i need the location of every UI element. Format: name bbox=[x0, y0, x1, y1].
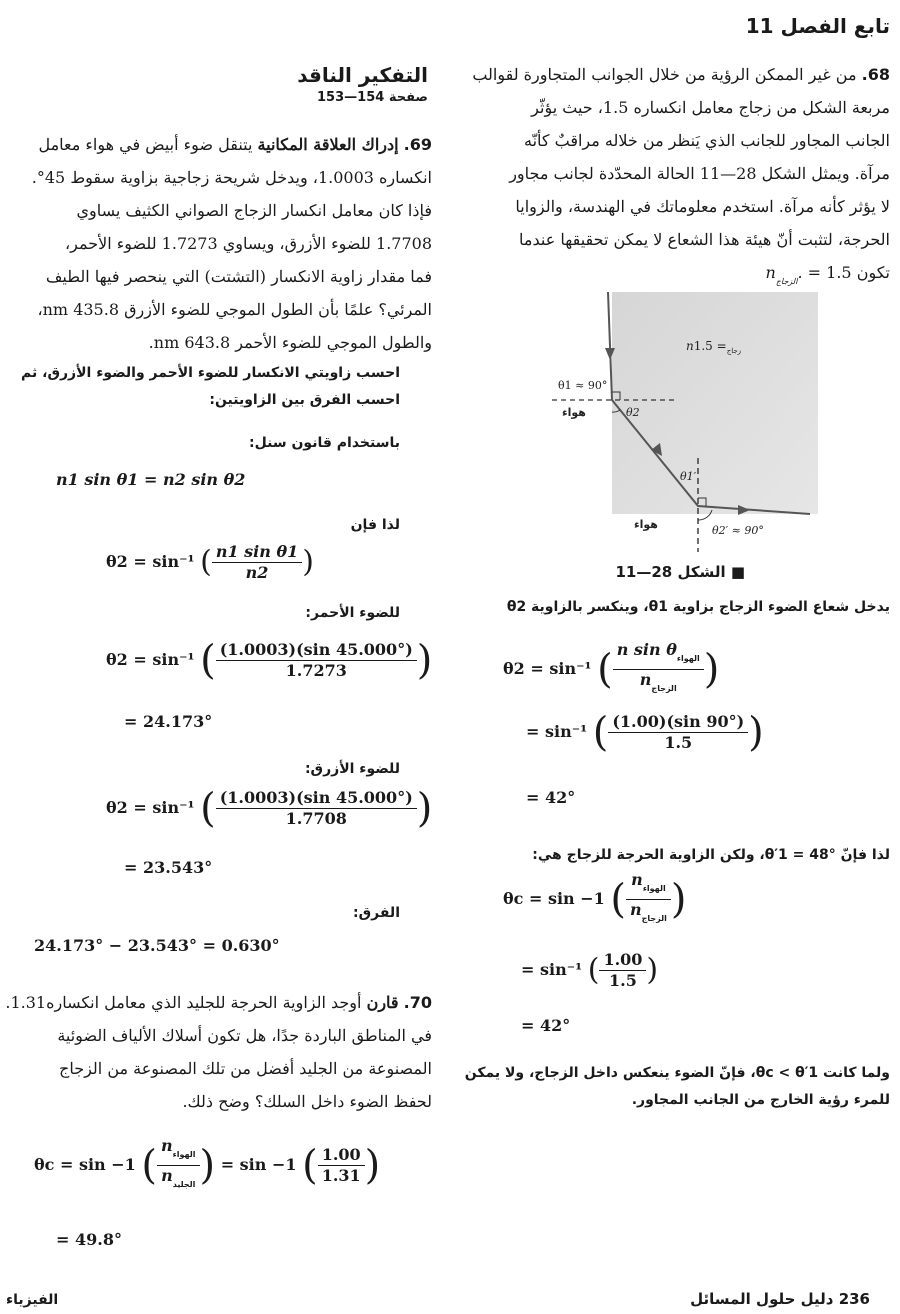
problem-70-text: 70. قارن أوجد الزاوية الحرجة للجليد الذي معامل انكساره1.31. في المناطق الباردة جدًا، هل تكون أسلاك الألياف الضوئية المصنوعة من الجليد أفضل من تلك المصنوعة من الزجاج لحفظ الضوء داخل السلك؟ وضح ذلك. bbox=[5, 993, 432, 1111]
footer-subject: الفيزياء bbox=[6, 1292, 59, 1308]
theta2-prime-label: θ2′ ≈ 90° bbox=[712, 524, 764, 537]
blue-result: = 23.543° bbox=[124, 858, 213, 877]
eq-68-critical-3: = 42° bbox=[521, 1016, 571, 1035]
red-result: = 24.173° bbox=[124, 712, 213, 731]
eq-68-2: = sin⁻¹ ( $\frac{(1.00)(\sin 90^\circ)}{1.5}$ ) bbox=[526, 709, 764, 756]
figure-28-11 bbox=[548, 288, 818, 556]
theta1-label: θ1 ≈ 90° bbox=[558, 379, 608, 392]
eq-68-3: = 42° bbox=[526, 788, 576, 807]
blue-equation: θ2 = sin⁻¹ ( $\frac{(1.0003)(\sin 45.000^\circ)}{1.7708}$ ) bbox=[106, 785, 433, 832]
difference-label: الفرق: bbox=[353, 905, 400, 921]
problem-68-line-2: مربعة الشكل من زجاج معامل انكساره 1.5، حيث يؤثّر bbox=[531, 98, 890, 117]
snell-equation: n1 sin θ1 = n2 sin θ2 bbox=[56, 470, 246, 489]
problem-69-task-2: احسب الفرق بين الزاويتين: bbox=[209, 392, 400, 408]
blue-light-label: للضوء الأزرق: bbox=[304, 761, 400, 777]
ice-critical-result: = 49.8° bbox=[56, 1230, 122, 1249]
problem-68-conclusion-1: ولما كانت θc < θ′1، فإنّ الضوء ينعكس داخل الزجاج، ولا يمكن bbox=[464, 1065, 890, 1081]
problem-68-conclusion-2: للمرء رؤية الخارج من الجانب المجاور. bbox=[631, 1092, 890, 1108]
footer-page-number: 236 دليل حلول المسائل bbox=[690, 1290, 870, 1308]
problem-68-intro: يدخل شعاع الضوء الزجاج بزاوية θ1، وينكسر بالزاوية θ2 bbox=[506, 599, 890, 615]
chapter-header: تابع الفصل 11 bbox=[745, 14, 890, 38]
snell-label: باستخدام قانون سنل: bbox=[249, 435, 400, 451]
eq-68-1: θ2 = sin⁻¹ ( $\frac{n \sin \theta_{الهواء}}{n_{الزجاج}}$ ) bbox=[503, 640, 720, 693]
critical-thinking-title: التفكير الناقد bbox=[297, 63, 428, 87]
problem-68-line-3: الجانب المجاور للجانب الذي يَنظر من خلاله مراقبٌ كأنّه bbox=[524, 131, 890, 150]
figure-caption: ■ الشكل 28—11 bbox=[615, 563, 745, 581]
theta2-label: θ2 bbox=[626, 406, 640, 419]
problem-68-line-1: 68. من غير الممكن الرؤية من خلال الجوانب المتجاورة لقوالب bbox=[472, 65, 890, 84]
difference-equation: 24.173° − 23.543° = 0.630° bbox=[34, 936, 280, 955]
problem-69-text: 69. إدراك العلاقة المكانية يتنقل ضوء أبيض في هواء معامل انكساره 1.0003، ويدخل شريحة زجاجية بزاوية سقوط 45°. فإذا كان معامل انكسار الزجاج الصواني الكثيف يساوي 1.7708 للضوء الأزرق، ويساوي 1.7273 للضوء الأحمر، فما مقدار زاوية الانكسار (التشتت) التي ينحصر فيها الطيف المرئي؟ علمًا بأن الطول الموجي للضوء الأزرق 435.8 nm، والطول الموجي للضوء الأحمر 643.8 nm. bbox=[31, 135, 432, 352]
theta1-prime-label: θ1′ bbox=[680, 470, 697, 483]
problem-68-line-5: لا يؤثر كأنه مرآة. استخدم معلوماتك في الهندسة، والزوايا bbox=[515, 197, 890, 216]
problem-68-middle-text: لذا فإنّ θ′1 = 48°، ولكن الزاوية الحرجة للزجاج هي: bbox=[532, 847, 890, 863]
red-equation: θ2 = sin⁻¹ ( $\frac{(1.0003)(\sin 45.000^\circ)}{1.7273}$ ) bbox=[106, 637, 433, 684]
glass-block bbox=[612, 292, 818, 514]
therefore-label: لذا فإن bbox=[350, 517, 400, 533]
critical-thinking-pages: صفحة 154—153 bbox=[317, 90, 428, 105]
problem-69-task-1: احسب زاويتي الانكسار للضوء الأحمر والضوء الأزرق، ثم bbox=[21, 365, 400, 381]
red-light-label: للضوء الأحمر: bbox=[305, 605, 400, 621]
n-glass-label: n $_{زجاج}$= 1.5 bbox=[686, 339, 742, 355]
eq-68-critical-2: = sin⁻¹ ( $\frac{1.00}{1.5}$ ) bbox=[521, 950, 659, 990]
problem-68-line-6: الحرجة، لتثبت أنّ هيئة هذا الشعاع لا يمكن تحقيقها عندما bbox=[519, 230, 890, 249]
problem-68-line-7: تكون $1.5 = n_{الزجاج}$. bbox=[765, 263, 890, 286]
problem-number: 68. bbox=[861, 65, 890, 84]
air-label-bottom: هواء bbox=[634, 518, 658, 531]
problem-68-solution bbox=[452, 594, 890, 621]
theta2-formula: θ2 = sin⁻¹ ( $\frac{\text{n1 sin θ1}}{n2}$ ) bbox=[106, 542, 314, 582]
air-label-top: هواء bbox=[562, 406, 586, 419]
problem-68-text bbox=[452, 58, 890, 298]
ice-critical-equation: θc = sin −1 ( $\frac{n_{الهواء}}{n_{الجليد}}$ ) = sin −1 ( $\frac{1.00}{1.31}$ ) bbox=[34, 1136, 381, 1189]
eq-68-critical-1: θc = sin −1 ( $\frac{n_{الهواء}}{n_{الزجاج}}$ ) bbox=[503, 870, 687, 923]
problem-68-line-4: مرآة. ويمثل الشكل 28—11 الحالة المحدّدة لجانب مجاور bbox=[509, 164, 890, 183]
